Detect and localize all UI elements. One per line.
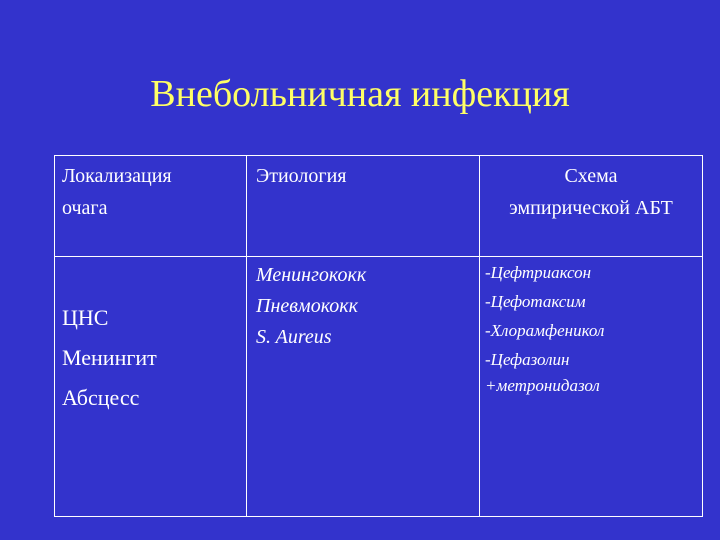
localization-line-1: ЦНС bbox=[62, 305, 109, 330]
header-localization bbox=[62, 160, 172, 224]
header-etiology bbox=[256, 160, 346, 192]
scheme-line-5: +метронидазол bbox=[485, 376, 600, 395]
localization-line-3: Абсцесс bbox=[62, 385, 140, 410]
header-scheme-line-1: Схема bbox=[564, 165, 618, 187]
info-table bbox=[54, 155, 703, 517]
header-scheme-line-2: эмпирической АБТ bbox=[509, 197, 673, 219]
slide-title: Внебольничная инфекция bbox=[150, 73, 570, 115]
etiology-line-3: S. Aureus bbox=[256, 326, 332, 348]
header-scheme bbox=[480, 160, 702, 224]
header-localization-line-1: Локализация bbox=[62, 165, 172, 187]
scheme-line-1: -Цефтриаксон bbox=[485, 263, 592, 282]
row-divider bbox=[55, 256, 702, 257]
scheme-line-4: -Цефазолин bbox=[485, 350, 570, 369]
column-divider-1 bbox=[246, 156, 247, 516]
cell-scheme bbox=[485, 258, 604, 398]
etiology-line-1: Менингококк bbox=[256, 264, 367, 286]
etiology-line-2: Пневмококк bbox=[256, 295, 358, 317]
scheme-line-3: -Хлорамфеникол bbox=[485, 321, 605, 340]
scheme-line-2: -Цефотаксим bbox=[485, 292, 586, 311]
localization-line-2: Менингит bbox=[62, 345, 157, 370]
cell-etiology bbox=[256, 260, 366, 353]
header-etiology-line-1: Этиология bbox=[256, 165, 347, 187]
cell-localization bbox=[62, 298, 157, 418]
header-localization-line-2: очага bbox=[62, 197, 108, 219]
